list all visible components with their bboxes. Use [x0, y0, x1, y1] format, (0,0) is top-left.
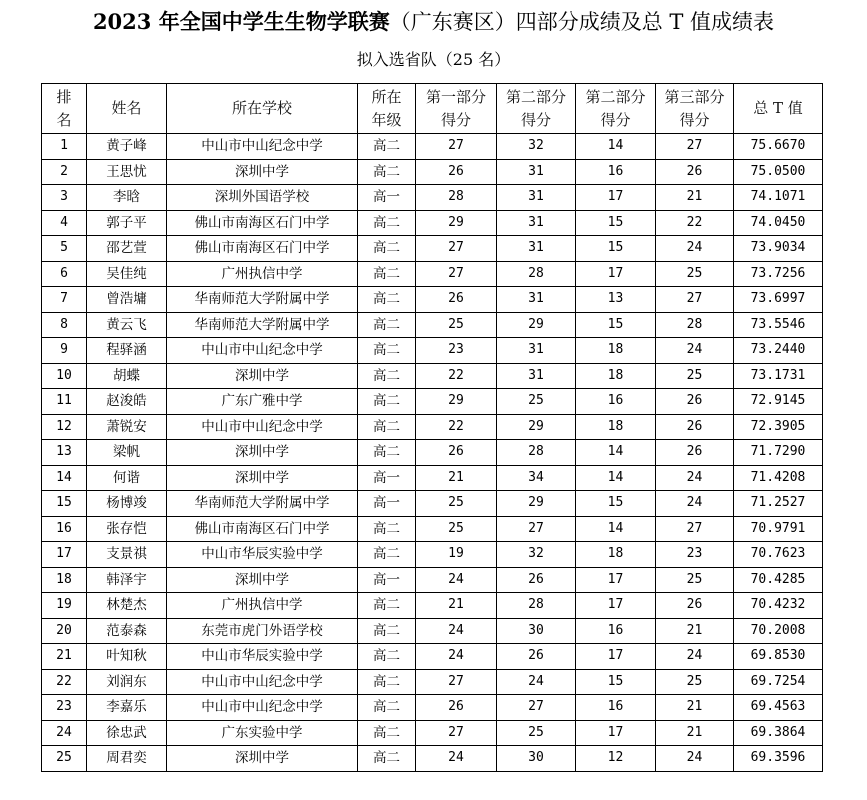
cell-name: 黄云飞	[87, 312, 167, 338]
cell-school: 广东实验中学	[167, 720, 358, 746]
cell-part1-score: 24	[416, 618, 497, 644]
cell-school: 广东广雅中学	[167, 389, 358, 415]
cell-part2-score: 34	[497, 465, 576, 491]
cell-school: 佛山市南海区石门中学	[167, 236, 358, 262]
cell-name: 王思忧	[87, 159, 167, 185]
cell-part2-score: 29	[497, 312, 576, 338]
cell-total-t: 72.3905	[734, 414, 823, 440]
document-subtitle: 拟入选省队（25 名）	[356, 50, 511, 69]
cell-rank: 2	[42, 159, 87, 185]
cell-total-t: 70.9791	[734, 516, 823, 542]
cell-part2-score: 25	[497, 720, 576, 746]
table-row	[42, 261, 823, 287]
table-header	[42, 84, 823, 134]
cell-part1-score: 27	[416, 236, 497, 262]
cell-part4-score: 21	[656, 695, 734, 721]
cell-part4-score: 27	[656, 287, 734, 313]
cell-part3-score: 14	[576, 440, 656, 466]
cell-part4-score: 25	[656, 261, 734, 287]
cell-part3-score: 15	[576, 491, 656, 517]
document-title	[0, 6, 867, 36]
header-part4-line2: 得分	[679, 110, 710, 129]
cell-part1-score: 28	[416, 185, 497, 211]
cell-school: 深圳中学	[167, 746, 358, 772]
cell-part3-score: 17	[576, 644, 656, 670]
table-row	[42, 338, 823, 364]
cell-part4-score: 24	[656, 644, 734, 670]
table-row	[42, 746, 823, 772]
cell-part2-score: 25	[497, 389, 576, 415]
cell-part3-score: 18	[576, 414, 656, 440]
cell-part4-score: 25	[656, 669, 734, 695]
cell-rank: 10	[42, 363, 87, 389]
cell-name: 黄子峰	[87, 134, 167, 160]
cell-rank: 7	[42, 287, 87, 313]
cell-school: 东莞市虎门外语学校	[167, 618, 358, 644]
header-part4	[656, 84, 734, 134]
cell-total-t: 69.4563	[734, 695, 823, 721]
cell-rank: 6	[42, 261, 87, 287]
cell-name: 范泰森	[87, 618, 167, 644]
cell-total-t: 71.7290	[734, 440, 823, 466]
cell-part2-score: 24	[497, 669, 576, 695]
cell-part1-score: 25	[416, 491, 497, 517]
cell-part1-score: 27	[416, 669, 497, 695]
cell-part1-score: 22	[416, 363, 497, 389]
cell-total-t: 72.9145	[734, 389, 823, 415]
cell-part4-score: 26	[656, 389, 734, 415]
cell-grade: 高二	[358, 746, 416, 772]
cell-rank: 11	[42, 389, 87, 415]
cell-name: 韩泽宇	[87, 567, 167, 593]
cell-part4-score: 26	[656, 593, 734, 619]
cell-school: 中山市华辰实验中学	[167, 542, 358, 568]
cell-part2-score: 31	[497, 185, 576, 211]
cell-part1-score: 26	[416, 695, 497, 721]
cell-total-t: 70.7623	[734, 542, 823, 568]
cell-part1-score: 26	[416, 287, 497, 313]
cell-rank: 15	[42, 491, 87, 517]
cell-total-t: 70.4285	[734, 567, 823, 593]
table-row	[42, 542, 823, 568]
cell-total-t: 69.3864	[734, 720, 823, 746]
cell-part3-score: 15	[576, 210, 656, 236]
cell-school: 广州执信中学	[167, 593, 358, 619]
cell-part1-score: 29	[416, 389, 497, 415]
table-row	[42, 236, 823, 262]
cell-part2-score: 30	[497, 746, 576, 772]
cell-total-t: 73.7256	[734, 261, 823, 287]
cell-part4-score: 24	[656, 236, 734, 262]
cell-school: 中山市中山纪念中学	[167, 695, 358, 721]
table-row	[42, 669, 823, 695]
cell-school: 佛山市南海区石门中学	[167, 210, 358, 236]
cell-part4-score: 25	[656, 363, 734, 389]
cell-rank: 24	[42, 720, 87, 746]
cell-part4-score: 26	[656, 414, 734, 440]
cell-part4-score: 23	[656, 542, 734, 568]
cell-part4-score: 24	[656, 338, 734, 364]
header-part3-line1: 第二部分	[585, 87, 646, 106]
cell-rank: 5	[42, 236, 87, 262]
cell-total-t: 74.1071	[734, 185, 823, 211]
cell-grade: 高一	[358, 185, 416, 211]
cell-part1-score: 26	[416, 440, 497, 466]
cell-school: 广州执信中学	[167, 261, 358, 287]
cell-name: 邵艺萱	[87, 236, 167, 262]
cell-rank: 14	[42, 465, 87, 491]
cell-part2-score: 32	[497, 542, 576, 568]
cell-part4-score: 26	[656, 159, 734, 185]
cell-school: 中山市华辰实验中学	[167, 644, 358, 670]
header-name: 姓名	[87, 84, 167, 134]
header-grade	[358, 84, 416, 134]
cell-school: 中山市中山纪念中学	[167, 134, 358, 160]
cell-part1-score: 27	[416, 134, 497, 160]
cell-grade: 高二	[358, 669, 416, 695]
cell-part4-score: 21	[656, 618, 734, 644]
cell-name: 吴佳纯	[87, 261, 167, 287]
cell-grade: 高二	[358, 516, 416, 542]
cell-part2-score: 31	[497, 236, 576, 262]
cell-part4-score: 25	[656, 567, 734, 593]
cell-part3-score: 18	[576, 338, 656, 364]
cell-total-t: 73.9034	[734, 236, 823, 262]
header-grade-line1: 所在	[371, 87, 402, 106]
cell-name: 赵浚皓	[87, 389, 167, 415]
title-rest-part: （广东赛区）四部分成绩及总 T 值成绩表	[389, 10, 775, 34]
header-rank	[42, 84, 87, 134]
cell-part2-score: 27	[497, 695, 576, 721]
cell-school: 佛山市南海区石门中学	[167, 516, 358, 542]
cell-part3-score: 16	[576, 618, 656, 644]
cell-part1-score: 24	[416, 644, 497, 670]
cell-rank: 13	[42, 440, 87, 466]
cell-name: 胡蝶	[87, 363, 167, 389]
cell-part1-score: 25	[416, 312, 497, 338]
cell-part1-score: 22	[416, 414, 497, 440]
cell-grade: 高二	[358, 593, 416, 619]
cell-rank: 8	[42, 312, 87, 338]
cell-school: 中山市中山纪念中学	[167, 669, 358, 695]
cell-school: 华南师范大学附属中学	[167, 491, 358, 517]
header-row	[42, 84, 823, 134]
cell-total-t: 70.2008	[734, 618, 823, 644]
cell-grade: 高一	[358, 567, 416, 593]
header-part1-line2: 得分	[440, 110, 471, 129]
cell-part1-score: 29	[416, 210, 497, 236]
table-row	[42, 644, 823, 670]
cell-part3-score: 12	[576, 746, 656, 772]
cell-part2-score: 31	[497, 338, 576, 364]
cell-part3-score: 18	[576, 542, 656, 568]
header-part2-line2: 得分	[520, 110, 551, 129]
cell-school: 深圳中学	[167, 159, 358, 185]
header-part2-line1: 第二部分	[505, 87, 566, 106]
header-part1	[416, 84, 497, 134]
cell-part3-score: 15	[576, 236, 656, 262]
cell-part1-score: 24	[416, 746, 497, 772]
cell-grade: 高二	[358, 644, 416, 670]
cell-total-t: 71.2527	[734, 491, 823, 517]
header-rank-line2: 名	[56, 110, 72, 129]
cell-school: 深圳中学	[167, 440, 358, 466]
cell-grade: 高二	[358, 210, 416, 236]
cell-grade: 高二	[358, 542, 416, 568]
cell-school: 华南师范大学附属中学	[167, 312, 358, 338]
header-part1-line1: 第一部分	[425, 87, 486, 106]
cell-grade: 高二	[358, 389, 416, 415]
cell-name: 支景祺	[87, 542, 167, 568]
cell-grade: 高二	[358, 312, 416, 338]
cell-name: 叶知秋	[87, 644, 167, 670]
cell-part2-score: 31	[497, 287, 576, 313]
cell-rank: 19	[42, 593, 87, 619]
header-part4-line1: 第三部分	[664, 87, 725, 106]
cell-part3-score: 16	[576, 695, 656, 721]
cell-grade: 高一	[358, 465, 416, 491]
cell-name: 李嘉乐	[87, 695, 167, 721]
cell-part1-score: 27	[416, 261, 497, 287]
header-rank-line1: 排	[56, 87, 72, 106]
cell-part3-score: 14	[576, 465, 656, 491]
cell-rank: 23	[42, 695, 87, 721]
cell-total-t: 70.4232	[734, 593, 823, 619]
table-row	[42, 389, 823, 415]
cell-part4-score: 27	[656, 134, 734, 160]
cell-grade: 高一	[358, 491, 416, 517]
cell-grade: 高二	[358, 695, 416, 721]
cell-grade: 高二	[358, 618, 416, 644]
cell-rank: 18	[42, 567, 87, 593]
header-school: 所在学校	[167, 84, 358, 134]
header-part2	[497, 84, 576, 134]
cell-part3-score: 16	[576, 159, 656, 185]
cell-rank: 21	[42, 644, 87, 670]
cell-part2-score: 29	[497, 491, 576, 517]
cell-part2-score: 31	[497, 159, 576, 185]
cell-rank: 25	[42, 746, 87, 772]
cell-total-t: 75.6670	[734, 134, 823, 160]
cell-total-t: 69.8530	[734, 644, 823, 670]
cell-part4-score: 24	[656, 491, 734, 517]
table-row	[42, 465, 823, 491]
cell-rank: 22	[42, 669, 87, 695]
cell-name: 林楚杰	[87, 593, 167, 619]
cell-grade: 高二	[358, 287, 416, 313]
table-row	[42, 720, 823, 746]
cell-total-t: 74.0450	[734, 210, 823, 236]
score-table	[41, 83, 823, 772]
cell-part1-score: 23	[416, 338, 497, 364]
cell-part3-score: 16	[576, 389, 656, 415]
cell-name: 张存恺	[87, 516, 167, 542]
cell-school: 华南师范大学附属中学	[167, 287, 358, 313]
cell-rank: 3	[42, 185, 87, 211]
header-part3	[576, 84, 656, 134]
cell-rank: 9	[42, 338, 87, 364]
cell-total-t: 71.4208	[734, 465, 823, 491]
cell-part4-score: 21	[656, 720, 734, 746]
table-row	[42, 312, 823, 338]
cell-part1-score: 27	[416, 720, 497, 746]
cell-part3-score: 14	[576, 516, 656, 542]
cell-part1-score: 24	[416, 567, 497, 593]
cell-part1-score: 26	[416, 159, 497, 185]
cell-part2-score: 32	[497, 134, 576, 160]
cell-rank: 12	[42, 414, 87, 440]
cell-name: 曾浩墉	[87, 287, 167, 313]
cell-part1-score: 21	[416, 465, 497, 491]
cell-part2-score: 28	[497, 593, 576, 619]
cell-grade: 高二	[358, 363, 416, 389]
cell-part3-score: 13	[576, 287, 656, 313]
cell-name: 萧锐安	[87, 414, 167, 440]
cell-rank: 16	[42, 516, 87, 542]
cell-total-t: 75.0500	[734, 159, 823, 185]
cell-school: 深圳外国语学校	[167, 185, 358, 211]
cell-part2-score: 28	[497, 261, 576, 287]
cell-part2-score: 30	[497, 618, 576, 644]
cell-total-t: 69.3596	[734, 746, 823, 772]
cell-part1-score: 21	[416, 593, 497, 619]
cell-grade: 高二	[358, 236, 416, 262]
cell-part4-score: 24	[656, 465, 734, 491]
cell-part3-score: 14	[576, 134, 656, 160]
cell-school: 深圳中学	[167, 567, 358, 593]
cell-rank: 20	[42, 618, 87, 644]
cell-name: 梁帆	[87, 440, 167, 466]
table-row	[42, 414, 823, 440]
cell-rank: 1	[42, 134, 87, 160]
cell-name: 徐忠武	[87, 720, 167, 746]
cell-grade: 高二	[358, 440, 416, 466]
cell-name: 杨博竣	[87, 491, 167, 517]
cell-name: 李晗	[87, 185, 167, 211]
cell-part4-score: 21	[656, 185, 734, 211]
table-row	[42, 363, 823, 389]
title-bold-part: 2023 年全国中学生生物学联赛	[92, 9, 390, 34]
cell-part2-score: 28	[497, 440, 576, 466]
cell-grade: 高二	[358, 338, 416, 364]
cell-total-t: 73.6997	[734, 287, 823, 313]
cell-name: 何谐	[87, 465, 167, 491]
cell-name: 刘润东	[87, 669, 167, 695]
cell-school: 深圳中学	[167, 363, 358, 389]
cell-part2-score: 29	[497, 414, 576, 440]
cell-grade: 高二	[358, 159, 416, 185]
table-row	[42, 516, 823, 542]
cell-part2-score: 27	[497, 516, 576, 542]
cell-grade: 高二	[358, 414, 416, 440]
cell-part1-score: 19	[416, 542, 497, 568]
table-row	[42, 491, 823, 517]
cell-grade: 高二	[358, 261, 416, 287]
cell-part4-score: 28	[656, 312, 734, 338]
table-row	[42, 618, 823, 644]
cell-part3-score: 17	[576, 261, 656, 287]
cell-part4-score: 22	[656, 210, 734, 236]
cell-part3-score: 15	[576, 312, 656, 338]
cell-part2-score: 31	[497, 210, 576, 236]
header-grade-line2: 年级	[371, 110, 402, 129]
cell-name: 程驿涵	[87, 338, 167, 364]
cell-rank: 4	[42, 210, 87, 236]
cell-school: 中山市中山纪念中学	[167, 414, 358, 440]
table-row	[42, 287, 823, 313]
cell-part4-score: 24	[656, 746, 734, 772]
header-total-t: 总 T 值	[734, 84, 823, 134]
cell-rank: 17	[42, 542, 87, 568]
cell-part1-score: 25	[416, 516, 497, 542]
cell-part3-score: 18	[576, 363, 656, 389]
cell-total-t: 73.1731	[734, 363, 823, 389]
cell-name: 郭子平	[87, 210, 167, 236]
table-row	[42, 695, 823, 721]
table-body	[42, 134, 823, 772]
cell-total-t: 69.7254	[734, 669, 823, 695]
cell-total-t: 73.5546	[734, 312, 823, 338]
cell-grade: 高二	[358, 720, 416, 746]
cell-part3-score: 17	[576, 185, 656, 211]
cell-total-t: 73.2440	[734, 338, 823, 364]
table-row	[42, 593, 823, 619]
cell-part2-score: 31	[497, 363, 576, 389]
header-part3-line2: 得分	[600, 110, 631, 129]
table-row	[42, 440, 823, 466]
cell-grade: 高二	[358, 134, 416, 160]
cell-school: 中山市中山纪念中学	[167, 338, 358, 364]
cell-part3-score: 17	[576, 720, 656, 746]
cell-part2-score: 26	[497, 644, 576, 670]
cell-part3-score: 15	[576, 669, 656, 695]
cell-part3-score: 17	[576, 593, 656, 619]
cell-part4-score: 26	[656, 440, 734, 466]
cell-part2-score: 26	[497, 567, 576, 593]
cell-name: 周君奕	[87, 746, 167, 772]
table-row	[42, 134, 823, 160]
cell-part4-score: 27	[656, 516, 734, 542]
table-row	[42, 210, 823, 236]
table-row	[42, 185, 823, 211]
cell-school: 深圳中学	[167, 465, 358, 491]
table-row	[42, 567, 823, 593]
cell-part3-score: 17	[576, 567, 656, 593]
table-row	[42, 159, 823, 185]
